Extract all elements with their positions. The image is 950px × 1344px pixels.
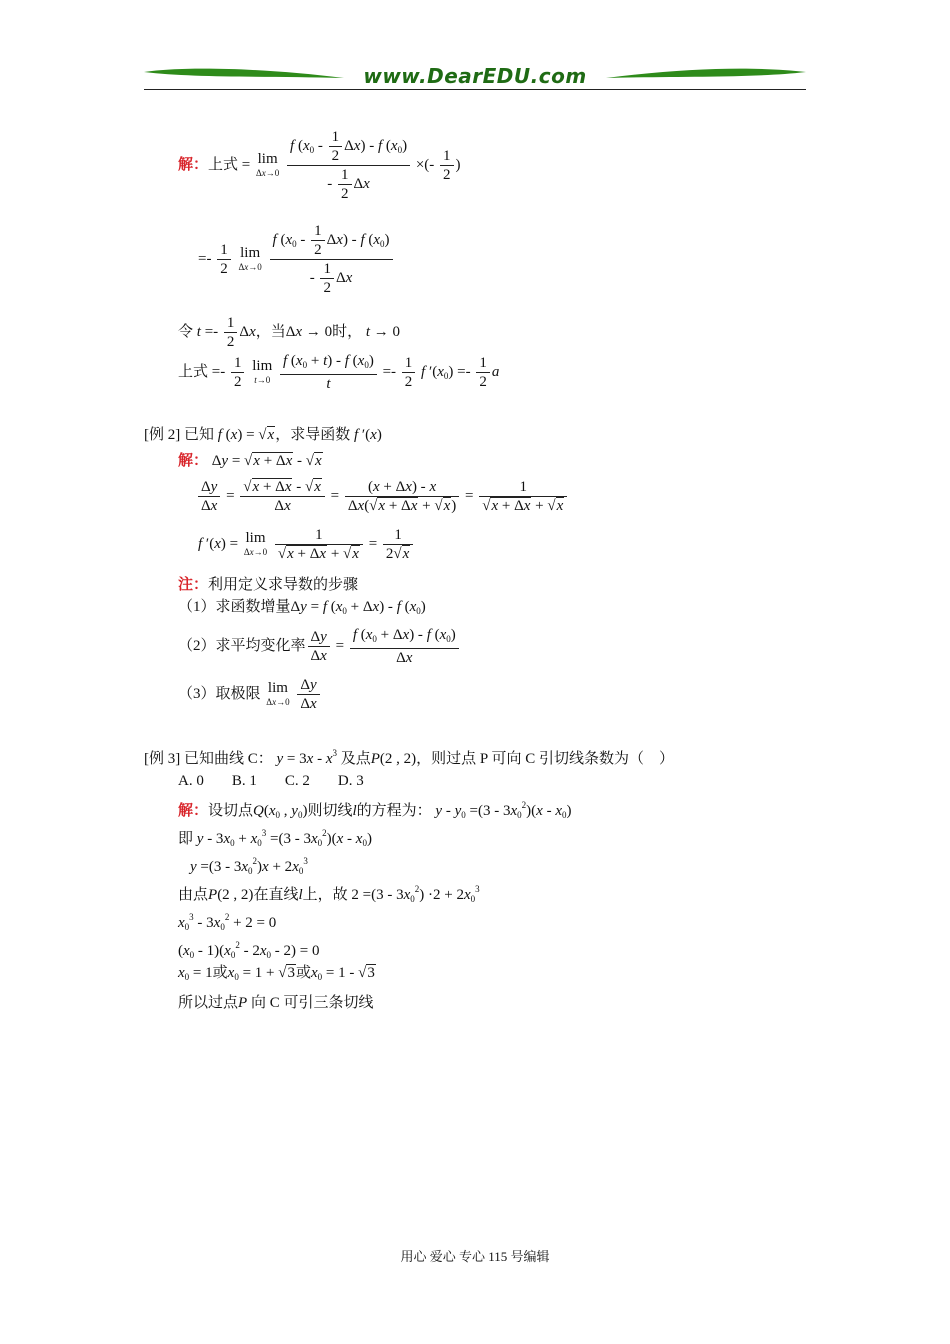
text: 或 xyxy=(295,965,311,981)
part1-line1: 解：上式 = lim Δx→0 f ($x_0$ - $\frac{1}{2}$ Δx) - f $(x_0)$ - $\frac{1}{2}$ Δx ×(- $\frac{1}{2}$ ) xyxy=(178,129,461,202)
text: 利用定义求导数的步骤 xyxy=(208,577,359,593)
text: 上，故 xyxy=(302,887,348,903)
header-rule xyxy=(144,89,806,90)
text: ，求导函数 xyxy=(275,427,351,443)
example2-step3: （3）取极限 lim Δx→0 $\frac{\Delta y}{\Delta x}$ xyxy=(178,676,322,713)
text: ，则过点 P 可向 C 引切线条数为（ ） xyxy=(416,751,674,767)
text: 上式 xyxy=(178,363,209,380)
example3-sol3: $y =(3 - 3x_0^2)x + 2x_0^3$ xyxy=(190,856,308,876)
example3-conclusion: 所以过点P 向 C 可引三条切线 xyxy=(178,995,374,1011)
solution-label: 解： xyxy=(178,453,209,469)
text: 向 C 可引三条切线 xyxy=(250,995,374,1011)
part1-line3: 令 t =- $\frac{1}{2}$ Δx，当Δx → 0时， t → 0 xyxy=(178,315,401,350)
text: ，当 xyxy=(255,323,286,340)
example2-sol1: 解： Δy = √x + Δx - √x xyxy=(178,453,322,469)
example3-title: [例 3] 已知曲线 C： $y = 3x - x^3$ 及点P(2 , 2)，则过点 P 可向 C 引切线条数为（ ） xyxy=(144,748,674,767)
text: [例 3] 已知曲线 C： xyxy=(144,751,273,767)
example2-sol3: f ′(x) = lim Δx→0 $\frac{1}{√x + \Delta x + √x}$ = $\frac{1}{2√x}$ xyxy=(198,526,415,563)
choice-c: C. 2 xyxy=(284,773,310,789)
text: [例 2] 已知 xyxy=(144,427,214,443)
example3-sol6: $(x_0 - 1)(x_0^2 - 2x_0 - 2) = 0$ xyxy=(178,940,320,960)
text: 的方程为： xyxy=(356,803,432,819)
text: 则切线 xyxy=(307,803,353,819)
solution-label: 解： xyxy=(178,803,209,819)
example3-sol7: $x_0 = 1$或$x_0 = 1 + √3$或$x_0 = 1 - √3$ xyxy=(178,965,375,982)
text: 设切点 xyxy=(208,803,254,819)
text: （3）取极限 xyxy=(178,685,261,702)
example3-sol2: 即 $y - 3x_0 + x_0^3 =(3 - 3x_0^2)(x - x_0)$ xyxy=(178,828,372,848)
example2-sol2: $\frac{\Delta y}{\Delta x}$ = $\frac{√x + \Delta x - √x}{\Delta x}$ = $\frac{(x + \Delta x) - x}{\Delta x(√x + \Delta x + √x)}$ = $\frac{1}{√x + \Delta x + √x}$ xyxy=(196,478,569,515)
example2-title: [例 2] 已知 f (x) = √x，求导函数 f ′(x) xyxy=(144,427,382,443)
choice-a: A. 0 xyxy=(178,773,204,789)
choice-b: B. 1 xyxy=(231,773,257,789)
text: 或 xyxy=(212,965,228,981)
example3-choices xyxy=(178,772,392,790)
part1-line2: =- $\frac{1}{2}$ lim Δx→0 f ($x_0$ - $\frac{1}{2}$ Δx) - f $(x_0)$ - $\frac{1}{2}$ Δx xyxy=(198,222,395,297)
text: 及点 xyxy=(340,751,371,767)
site-logo: www.DearEDU.com xyxy=(363,64,587,88)
text: 在直线 xyxy=(253,887,299,903)
example3-sol1: 解：设切点$Q(x_0$ , $y_0$)则切线l的方程为： $y - y_0 =(3 - 3x_0^2)(x - x_0)$ xyxy=(178,800,572,820)
page-header xyxy=(144,58,806,92)
page-footer: 用心 爱心 专心 115 号编辑 xyxy=(400,1249,550,1264)
text: 时， xyxy=(332,323,363,340)
example3-sol4: 由点P(2 , 2)在直线l上，故 $2 =(3 - 3x_0^2) \cdot 2 + 2x_0^3$ xyxy=(178,884,480,904)
example2-note xyxy=(178,576,358,594)
example2-step1: （1）求函数增量Δy = f $(x_0 + \Delta x) - f$ $(x_0)$ xyxy=(178,599,426,616)
text: （2）求平均变化率 xyxy=(178,637,306,654)
text: 即 xyxy=(178,831,194,847)
text: 令 xyxy=(178,323,194,340)
text: （1）求函数增量 xyxy=(178,599,291,615)
solution-label: 解： xyxy=(178,156,209,173)
choice-d: D. 3 xyxy=(337,773,364,789)
text: 上式 xyxy=(208,156,239,173)
part1-line4: 上式 =- $\frac{1}{2}$ lim t→0 $\frac{f (x_0 + t) - f (x_0)}{t}$ =- $\frac{1}{2}$ f $'(x_0)$ =- $\frac{1}{2}$ a xyxy=(178,353,500,392)
note-label: 注： xyxy=(178,577,209,593)
example3-sol5: $x_0^3 - 3x_0^2 + 2 = 0$ xyxy=(178,912,277,932)
text: 由点 xyxy=(178,887,209,903)
text: 所以过点 xyxy=(178,995,239,1011)
example2-step2: （2）求平均变化率 $\frac{\Delta y}{\Delta x}$ = $\frac{f (x_0 + \Delta x) - f (x_0)}{\Delta x}$ xyxy=(178,626,461,667)
